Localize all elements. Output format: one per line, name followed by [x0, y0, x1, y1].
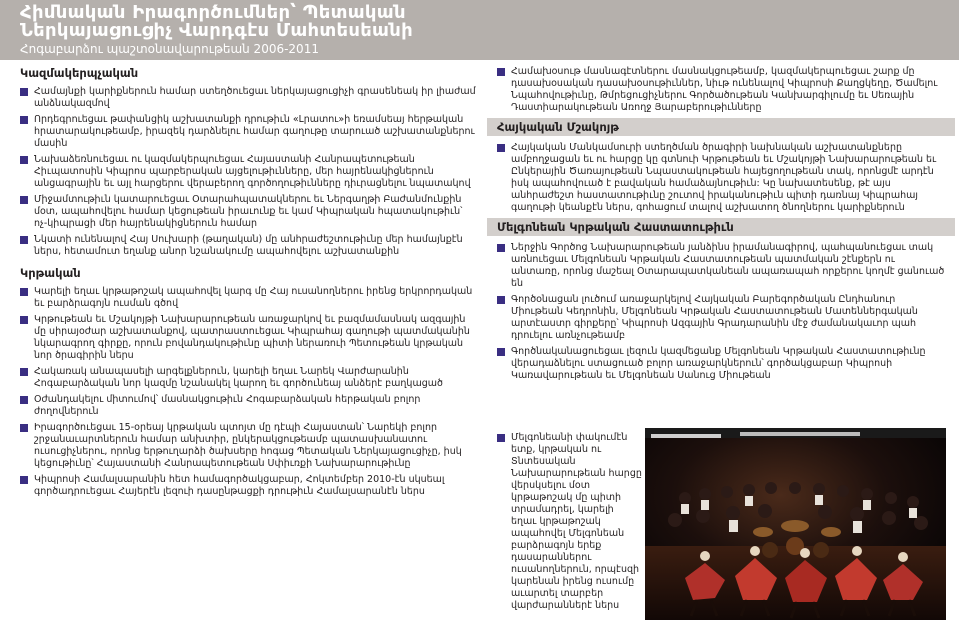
bullet-square-icon: [20, 236, 28, 244]
intro-list: [497, 66, 945, 114]
bullet-square-icon: [20, 424, 28, 432]
list-item: Նախաձեռնուեցաւ ու կազմակերպուեցաւ Հայաստանի Հանրապետութեան Հիւպատոսին Կիպրոս պարբերական այցելութիւնները, մեր հայրենակիցներուն անցագրային եւ այլ հարցերու վերաբերող գործողութիւնները դիւրացնելու նպատակով: [20, 154, 478, 190]
list-item: Գործօնացան լուծում առաջարկելով Հայկական Բարեգործական Ընդհանուր Միութեան Կեդրոնին, Մելգոնեան Կրթական Հաստատութեան Մատեններգական արտէաստր գիրքերը՝ Կիպրոսի Ազգային Գրադարանին մէջ ժամանակաւոր պահ դրուելու առնչութեամբ: [497, 294, 945, 342]
bullet-square-icon: [497, 434, 505, 442]
bullet-square-icon: [20, 316, 28, 324]
list-item: Իրագործուեցաւ 15-օրեայ կրթական պտոյտ մը դէպի Հայաստան՝ Նարեկի բոլոր շրջանաւարտներուն համար անխտիր, ընկերակցութեամբ պատասխանատու ուսուցիչներու, որոնց երթուղարձի ծախսերը հոգաց Պետական Ներկայացուցիչը, իսկ կեցութիւնը՝ Հայաստանի Հանրապետութեան Սփիւռքի Նախարարութիւնը: [20, 422, 478, 470]
list-item: Մելգոնեանի փակումէն ետք, կրթական ու Տնտեսական Նախարարութեան հարցը վերսկսելու մօտ կրթաթոշակ մը պիտի տրամադրել, կարելի եղաւ կրթաթոշակ ապահովել Մելգոնեան բարձրագոյն երեք դասարաններու ուսանողներուն, որպէսզի կարենան իրենց ուսումը աւարտել տարբեր վարժարաններէ ներս: [497, 432, 642, 612]
right-column: [497, 66, 945, 386]
bullet-square-icon: [20, 156, 28, 164]
bullet-square-icon: [497, 296, 505, 304]
bullet-square-icon: [20, 288, 28, 296]
list-item: Նկատի ունենալով Հայ Սուխարի (թաղական) մը անհրաժեշտութիւնը մեր համայնքէն ներս, հետամուտ եղանք անոր նշանակումը ապահովելու աշխատանքին: [20, 234, 478, 258]
bullet-square-icon: [20, 476, 28, 484]
bullet-square-icon: [20, 396, 28, 404]
bullet-square-icon: [497, 68, 505, 76]
organizational-list: [20, 86, 478, 258]
list-item: Հայկական Մանկամսուրի ստեղծման ծրագիրի նախնական աշխատանքները ամբողջացան եւ ու հարցը կը գտնուի Կրթութեան եւ Մշակոյթի Նախարարութեան եւ Ընկերային Ծառայութեան Նպաստակութեան հայեցողութեան տակ, որոնցմէ արդէն իսկ ապահովուած է բավական համաձայնութիւն: Կը նախատեսենք, թէ այս անհրաժեշտ հաստատութիւնը շուտով իրականութիւն պիտի դառնայ Կիպրահայ գաղութի կեանքէն ներս, գոհացում տալով աշխատող ծնողներու կարիքներուն: [497, 142, 945, 214]
list-item: Օժանդակելու միտումով՝ մասնակցութիւն Հոգաբարձական հերթական բոլոր ժողովներուն: [20, 394, 478, 418]
bullet-square-icon: [20, 368, 28, 376]
bullet-square-icon: [497, 244, 505, 252]
culture-list: [497, 142, 945, 214]
header-title-line2: Ներկայացուցիչ Վարդգէս Մահտեսեանի: [20, 20, 413, 41]
section-title-organizational: Կազմակերպչական: [20, 66, 139, 80]
list-item: Որդեգրուեցաւ թափանցիկ աշխատանքի դրութիւն «Լրատու»ի եռամսեայ հերթական հրատարակութեամբ, իրազեկ դարձնելու համար գաղութը տարուած աշխատանքներու մասին: [20, 114, 478, 150]
photo-side-item: [497, 432, 642, 616]
list-item: Միջամտութիւն կատարուեցաւ Օտարահպատակներու եւ Ներգաղթի Բաժանմունքին մօտ, ապահովելու համար կեցութեան իրաւունք եւ կամ Կիպրական հպատակութիւն՝ ոչ-կիպրացի մեր հայրենակիցներուն համար: [20, 194, 478, 230]
section-title-armenian-culture: Հայկական Մշակոյթ: [487, 118, 955, 136]
melkonian-list: [497, 242, 945, 382]
page-header: [0, 0, 959, 60]
bullet-square-icon: [497, 348, 505, 356]
section-title-melkonian: Մելգոնեան Կրթական Հաստատութիւն: [487, 218, 955, 236]
educational-list: [20, 286, 478, 498]
section-title-educational: Կրթական: [20, 266, 81, 280]
list-item: Կրթութեան եւ Մշակոյթի Նախարարութեան առաջարկով եւ բազմամասնակ ազգային մը սիրայօժար աշխատանքով, պատրաստուեցաւ Կիպրահայ գաղութի պատմականին նկարագրող գիրքը, որուն բովանդակութիւնը պիտի ներառուի Պետութեան կրթական նոր ծրագիրին ներս: [20, 314, 478, 362]
header-title-line1: Հիմնական Իրագործումներ՝ Պետական: [20, 2, 406, 23]
list-item: Կարելի եղաւ կրթաթոշակ ապահովել կարգ մը Հայ ուսանողներու իրենց երկրորդական եւ բարձրագոյն ուսման գծով: [20, 286, 478, 310]
list-item: Համայնքի կարիքներուն համար ստեղծուեցաւ ներկայացուցիչի գրասենեակ իր լիաժամ անձնակազմով: [20, 86, 478, 110]
bullet-square-icon: [20, 196, 28, 204]
bullet-square-icon: [20, 116, 28, 124]
list-item: Հակառակ անապասելի արգելքներուն, կարելի եղաւ Նարեկ Վարժարանին Հոգաբարձական նոր կազմը նշանակել կարող եւ գործունեայ անձերէ բաղկացած: [20, 366, 478, 390]
bullet-square-icon: [20, 88, 28, 96]
left-column: [20, 66, 478, 502]
header-subtitle: Հոգաբարձու պաշտօնավարութեան 2006-2011: [20, 42, 319, 56]
list-item: Գործնականացուեցաւ լեզուն կազմեցանք Մելգոնեան Կրթական Հաստատութիւնը վերադաձնելու ստացուած բոլոր առաջարկներուն՝ գործակցաբար Կիպրոսի Կառավարութեան եւ Մելգոնեան Սանուց Միութեան: [497, 346, 945, 382]
orchestra-dance-photo: [645, 428, 946, 620]
list-item: Կիպրոսի Համալսարանին հետ համագործակցաբար, Հոկտեմբեր 2010-էն սկսեալ գործադրուեցաւ Հայերէն լեզուի դասընթացքի դրութիւն Համալսարանէն ներս: [20, 474, 478, 498]
list-item: Ներջին Գործոց Նախարարութեան յանձինս իրամանագիրով, պահպանուեցաւ տակ առնուեցաւ Մելգոնեան Կրթական Հաստատութեան պատմական շէնքերն ու անտառը, որոնց մաշեալ Օտարապատկանեան ապառապահ որքերու կողմէ ցանուած են: [497, 242, 945, 290]
stage-performance-image: [645, 428, 946, 620]
list-item: Համախօսութ մասնագէտներու մասնակցութեամբ, կազմակերպուեցաւ շարք մը դասախօսական դասախօսութիւններ, նիւթ ունենալով Կիպրոսի Քաղցկեղը, Ծամելու Նպահովութիւնը, Թմրեցուցիչներու Գործածութեան Կանխարգիլումը եւ Սեռային Դաստիարակութեան Առողջ Յարաբերութիւնները: [497, 66, 945, 114]
bullet-square-icon: [497, 144, 505, 152]
